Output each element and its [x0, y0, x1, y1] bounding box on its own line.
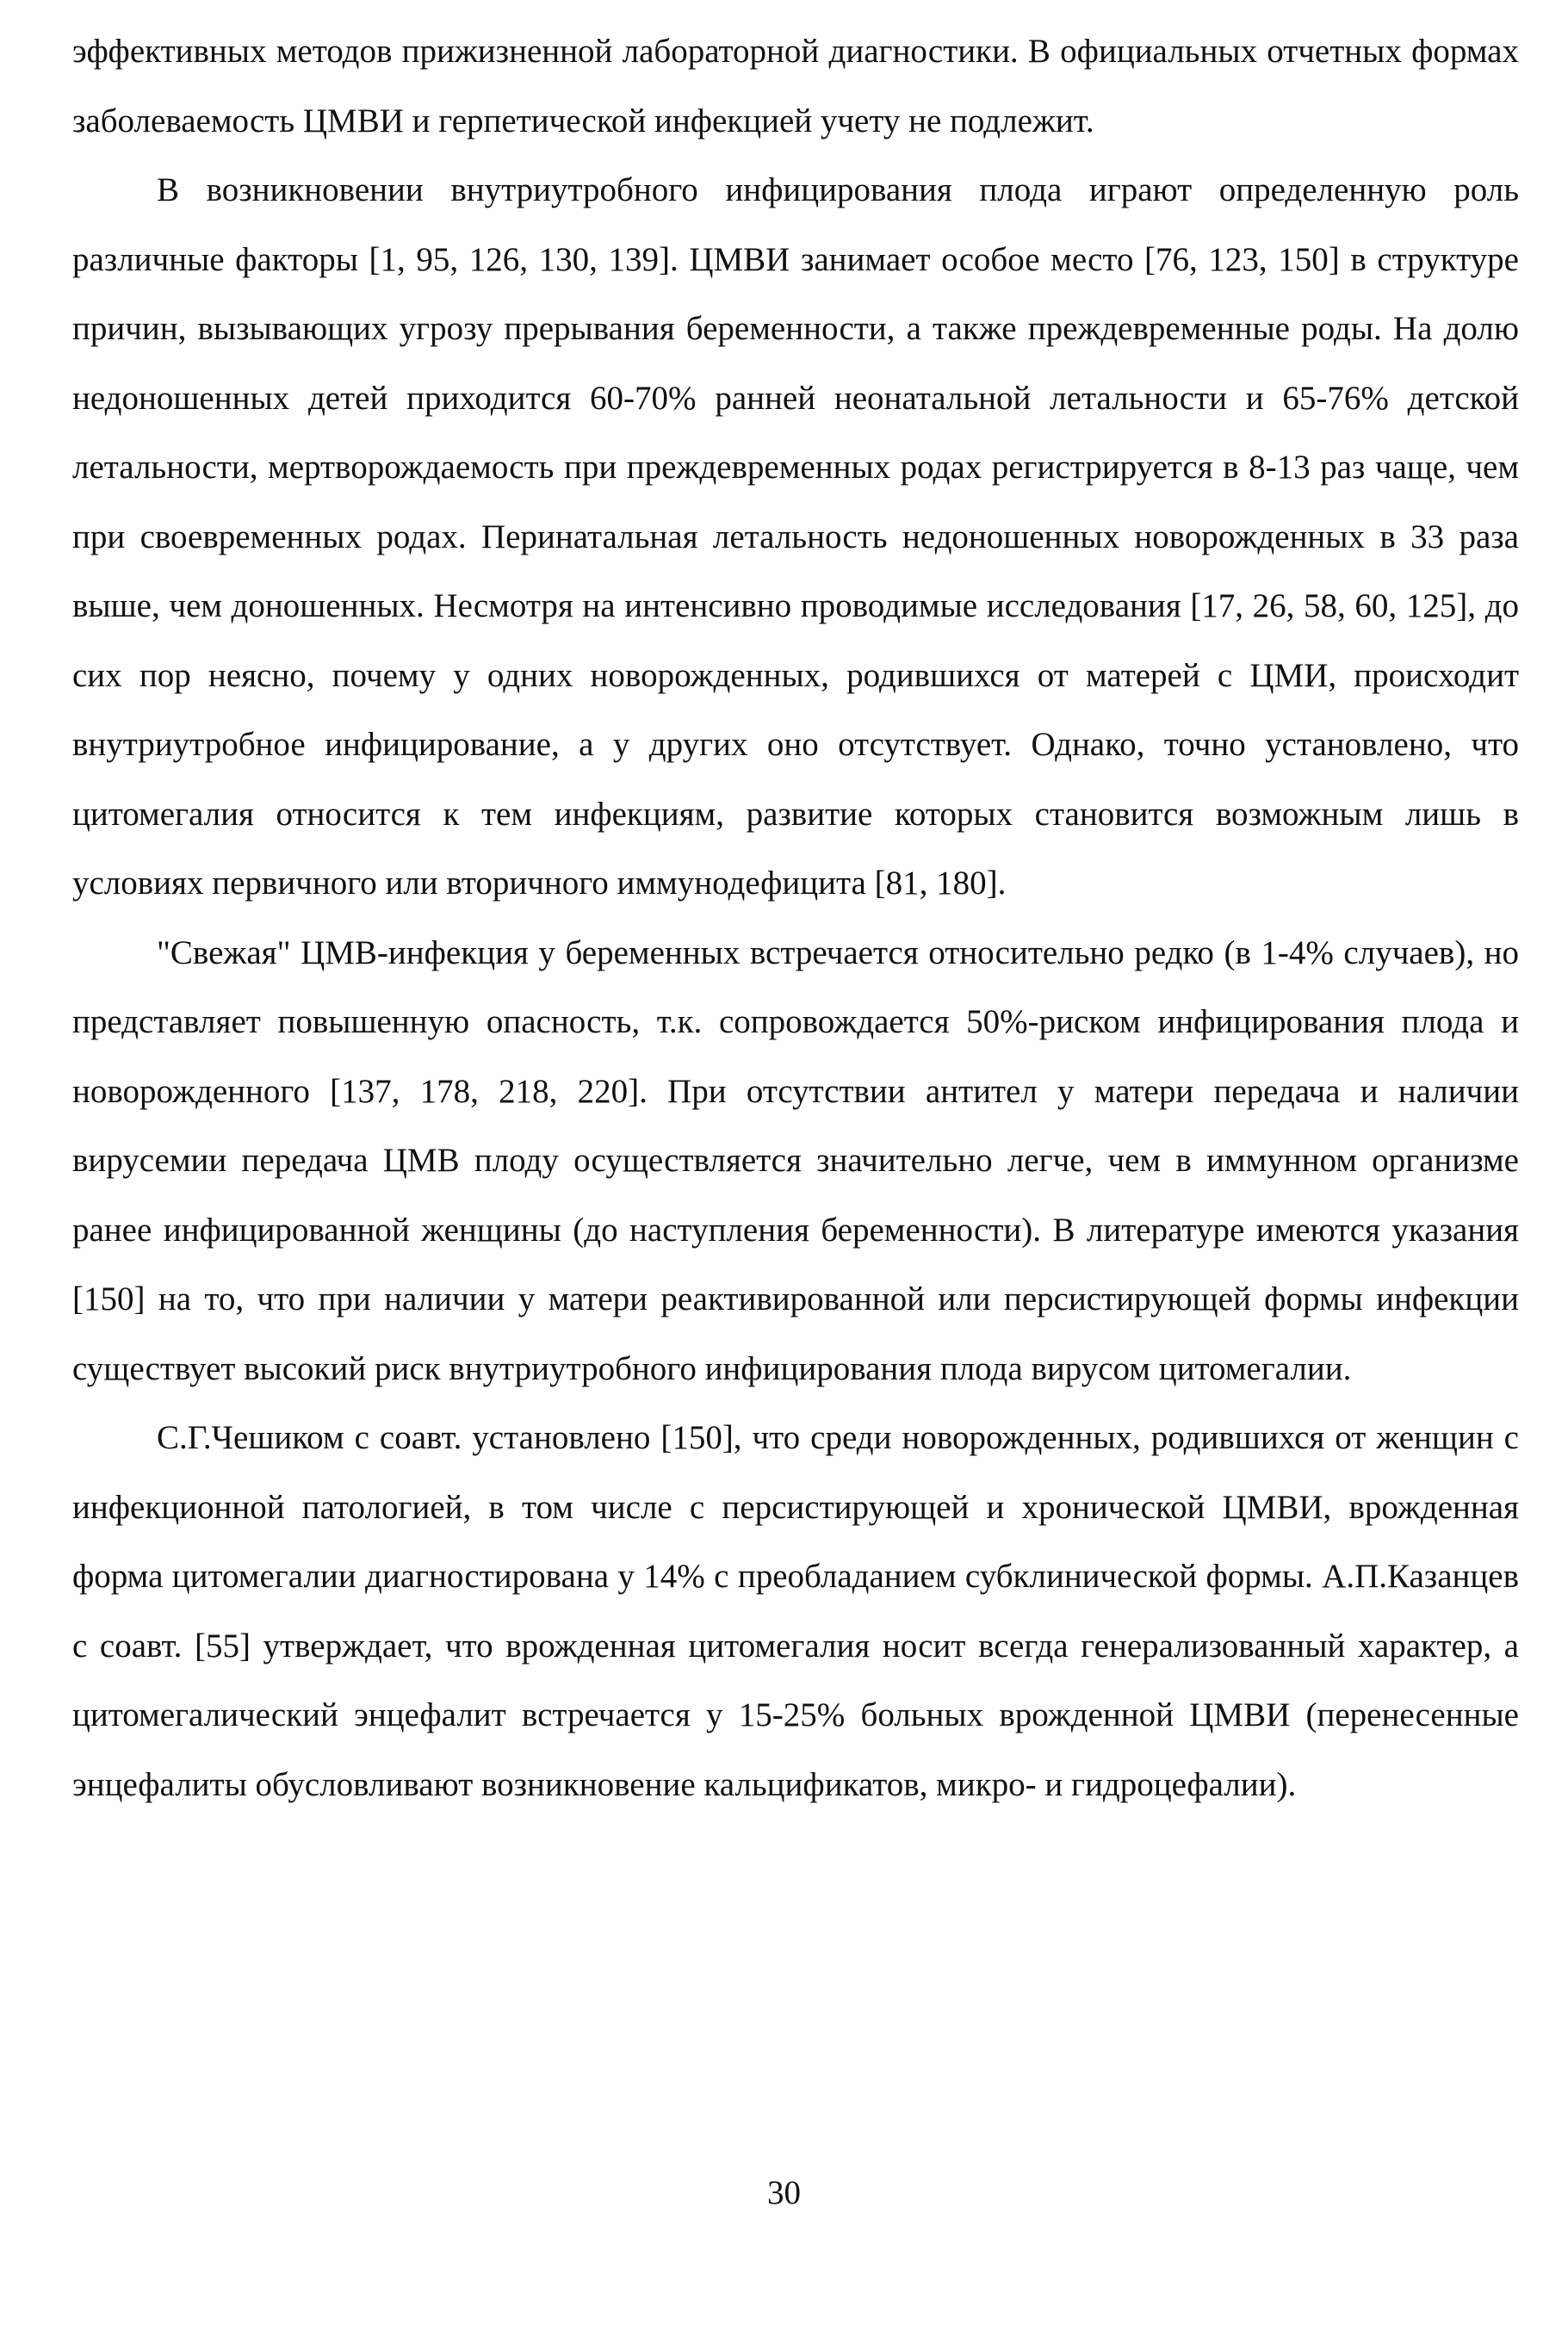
paragraph-2: В возникновении внутриутробного инфицирования плода играют определенную роль различные факторы [1, 95, 126, 130, 139]. ЦМВИ занимает особое место [76, 123, 150] в структуре причин, вызывающих угрозу прерывания беременности, а также преждевременные роды. На долю недоношенных детей приходится 60-70% ранней неонатальной летальности и 65-76% детской летальности, мертворождаемость при преждевременных родах регистрируется в 8-13 раз чаще, чем при своевременных родах. Перинатальная летальность недоношенных новорожденных в 33 раза выше, чем доношенных. Несмотря на интенсивно проводимые исследования [17, 26, 58, 60, 125], до сих пор неясно, почему у одних новорожденных, родившихся от матерей с ЦМИ, происходит внутриутробное инфицирование, а у других оно отсутствует. Однако, точно установлено, что цитомегалия относится к тем инфекциям, развитие которых становится возможным лишь в условиях первичного или вторичного иммунодефицита [81, 180].: [72, 171, 1519, 902]
document-body: [72, 17, 1519, 1820]
paragraph-4: С.Г.Чешиком с соавт. установлено [150], что среди новорожденных, родившихся от женщин с инфекционной патологией, в том числе с персистирующей и хронической ЦМВИ, врожденная форма цитомегалии диагностирована у 14% с преобладанием субклинической формы. А.П.Казанцев с соавт. [55] утверждает, что врожденная цитомегалия носит всегда генерализованный характер, а цитомегалический энцефалит встречается у 15-25% больных врожденной ЦМВИ (перенесенные энцефалиты обусловливают возникновение кальцификатов, микро- и гидроцефалии).: [72, 1419, 1519, 1803]
paragraph-3: "Свежая" ЦМВ-инфекция у беременных встречается относительно редко (в 1-4% случаев), но представляет повышенную опасность, т.к. сопровождается 50%-риском инфицирования плода и новорожденного [137, 178, 218, 220]. При отсутствии антител у матери передача и наличии вирусемии передача ЦМВ плоду осуществляется значительно легче, чем в иммунном организме ранее инфицированной женщины (до наступления беременности). В литературе имеются указания [150] на то, что при наличии у матери реактивированной или персистирующей формы инфекции существует высокий риск внутриутробного инфицирования плода вирусом цитомегалии.: [72, 933, 1519, 1387]
paragraph-1: эффективных методов прижизненной лабораторной диагностики. В официальных отчетных формах заболеваемость ЦМВИ и герпетической инфекцией учету не подлежит.: [72, 33, 1519, 140]
page-number: 30: [767, 2174, 801, 2211]
